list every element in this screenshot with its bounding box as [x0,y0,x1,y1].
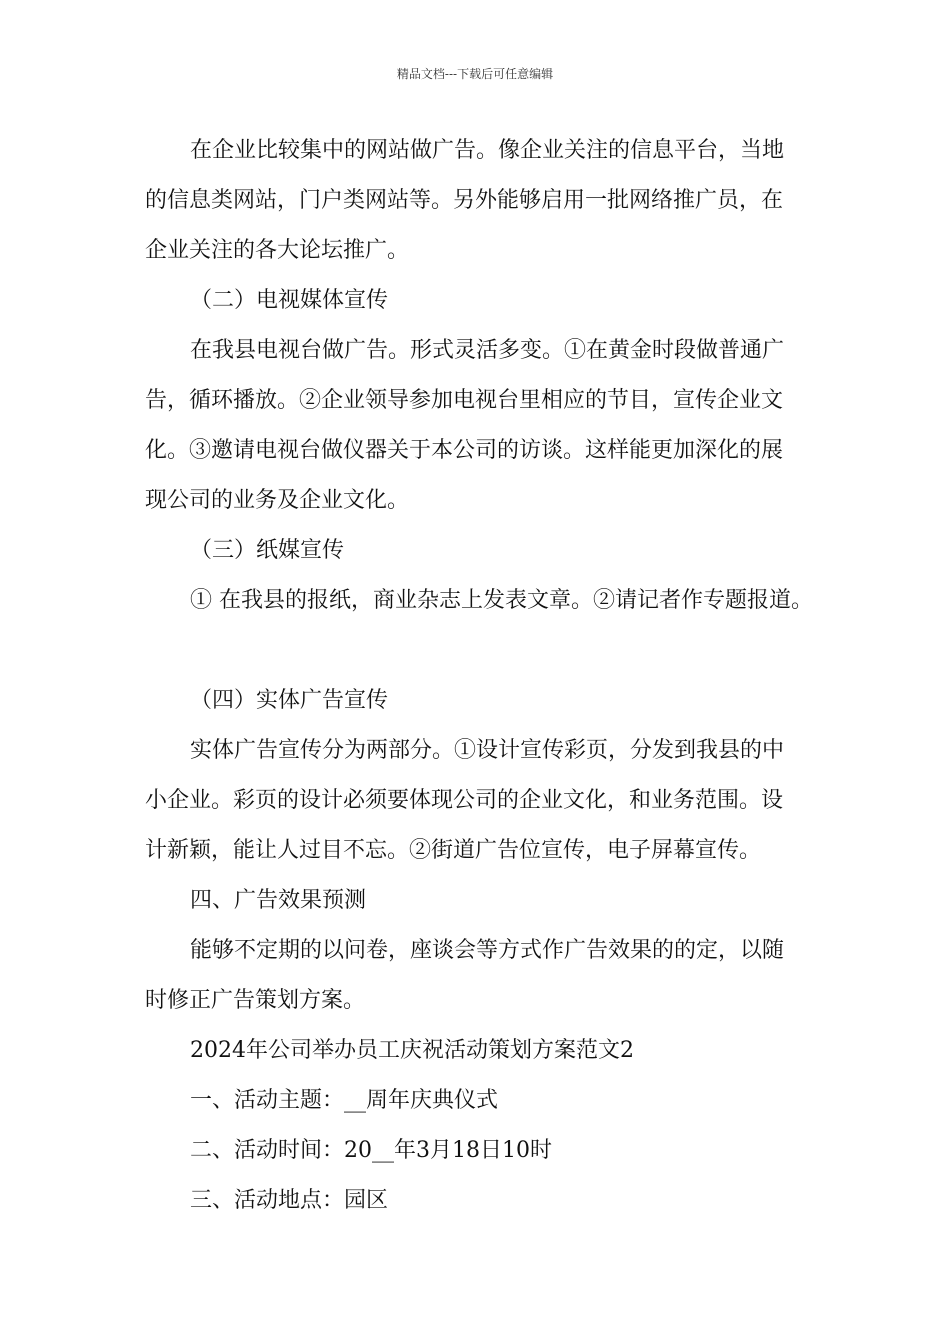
paragraph-line: 的信息类网站，门户类网站等。另外能够启用一批网络推广员，在 [145,188,784,213]
paragraph-line: 计新颖，能让人过目不忘。②街道广告位宣传，电子屏幕宣传。 [145,838,762,863]
page-header: 精品文档---下载后可任意编辑 [396,67,554,81]
document-body [145,126,825,1226]
paragraph-line: 在企业比较集中的网站做广告。像企业关注的信息平台，当地 [190,138,785,163]
blank-line [145,626,825,676]
paragraph-line: 小企业。彩页的设计必须要体现公司的企业文化，和业务范围。设 [145,788,784,813]
section-heading: 四、广告效果预测 [190,888,367,913]
paragraph-line: 告，循环播放。②企业领导参加电视台里相应的节目，宣传企业文 [145,388,784,413]
paragraph-line: 在我县电视台做广告。形式灵活多变。①在黄金时段做普通广 [190,338,785,363]
list-item: 一、活动主题：__周年庆典仪式 [190,1088,499,1113]
section-heading: （四）实体广告宣传 [190,688,389,713]
document-title: 2024年公司举办员工庆祝活动策划方案范文2 [190,1038,634,1063]
section-heading: （二）电视媒体宣传 [190,288,389,313]
paragraph-line: 实体广告宣传分为两部分。①设计宣传彩页，分发到我县的中 [190,738,785,763]
paragraph-line: 化。③邀请电视台做仪器关于本公司的访谈。这样能更加深化的展 [145,438,784,463]
list-item: 二、活动时间：20__年3月18日10时 [190,1138,552,1163]
list-item: 三、活动地点：园区 [190,1188,389,1213]
paragraph-line: 能够不定期的以问卷，座谈会等方式作广告效果的的定，以随 [190,938,785,963]
paragraph-line: 企业关注的各大论坛推广。 [145,238,410,263]
paragraph-line: 时修正广告策划方案。 [145,988,366,1013]
paragraph-line: ① 在我县的报纸，商业杂志上发表文章。②请记者作专题报道。 [190,588,813,613]
section-heading: （三）纸媒宣传 [190,538,345,563]
paragraph-line: 现公司的业务及企业文化。 [145,488,410,513]
